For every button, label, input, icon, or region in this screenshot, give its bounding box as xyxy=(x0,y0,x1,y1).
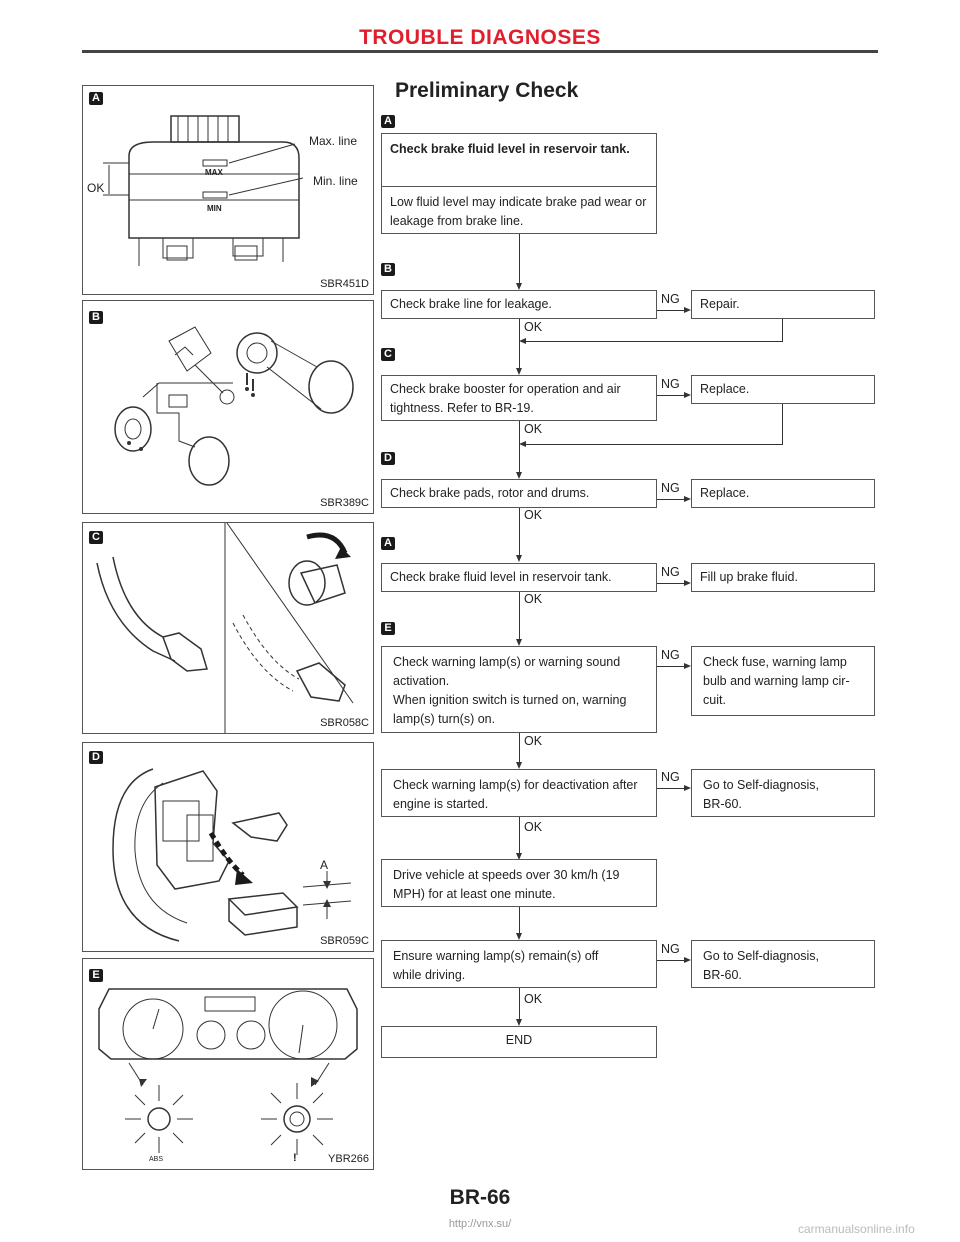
ok-label: OK xyxy=(524,820,543,834)
result-text: Replace. xyxy=(700,486,750,500)
figure-warning-lamps xyxy=(82,958,374,1170)
fig-label-min-line: Min. line xyxy=(313,174,358,188)
step-text: Check warning lamp(s) for deactivation after engine is started. xyxy=(393,778,638,811)
ok-label: OK xyxy=(524,320,543,334)
page-number: BR-66 xyxy=(449,1186,511,1209)
ng-label: NG xyxy=(661,481,680,495)
figure-tag: B xyxy=(89,311,103,324)
result-replace-booster xyxy=(691,375,875,404)
result-text: Repair. xyxy=(700,297,740,311)
figure-brake-pads xyxy=(82,742,374,952)
return-arrow xyxy=(519,441,526,447)
figure-brake-booster xyxy=(82,522,374,734)
fig-label-min: MIN xyxy=(207,204,222,213)
return-arrow xyxy=(519,338,526,344)
figure-code: SBR059C xyxy=(320,935,369,947)
ng-arrow xyxy=(684,785,691,791)
flow-arrow xyxy=(516,368,522,375)
brake-pads-illustration xyxy=(83,743,373,951)
figure-tag: A xyxy=(89,92,103,105)
flow-tag-e: E xyxy=(381,622,395,635)
result-text: Replace. xyxy=(700,382,750,396)
flow-connector xyxy=(519,234,520,284)
result-check-fuse xyxy=(691,646,875,716)
figure-reservoir xyxy=(82,85,374,295)
ng-arrow xyxy=(684,496,691,502)
step-check-deactivation xyxy=(381,769,657,817)
step-text: Check brake fluid level in reservoir tank. xyxy=(390,570,612,584)
fig-label-a: A xyxy=(320,858,329,872)
figure-tag: D xyxy=(89,751,103,764)
end-text: END xyxy=(505,1033,533,1047)
step-check-pads-rotor xyxy=(381,479,657,508)
flow-arrow xyxy=(516,472,522,479)
reservoir-illustration xyxy=(83,86,373,294)
figure-code: SBR451D xyxy=(320,278,369,290)
result-text: Go to Self-diagnosis, BR-60. xyxy=(703,778,820,811)
step-body: Low fluid level may indicate brake pad wear or leakage from brake line. xyxy=(390,195,647,228)
step-check-fluid-level xyxy=(381,133,657,234)
ok-label: OK xyxy=(524,422,543,436)
figure-brake-line xyxy=(82,300,374,514)
result-fill-fluid xyxy=(691,563,875,592)
flow-connector xyxy=(519,907,520,934)
figure-tag: E xyxy=(89,969,103,982)
fig-label-max: MAX xyxy=(205,168,223,177)
result-self-diagnosis-2 xyxy=(691,940,875,988)
flow-arrow xyxy=(516,762,522,769)
flow-arrow xyxy=(516,555,522,562)
flow-connector xyxy=(519,733,520,763)
result-repair xyxy=(691,290,875,319)
flow-arrow xyxy=(516,283,522,290)
result-text: Go to Self-diagnosis, BR-60. xyxy=(703,949,820,982)
brake-lamp-label: ! xyxy=(293,1152,297,1164)
step-check-brake-booster xyxy=(381,375,657,421)
step-check-warning-activation xyxy=(381,646,657,733)
step-text: Drive vehicle at speeds over 30 km/h (19 MPH) for at least one minute. xyxy=(393,868,620,901)
step-text: Check brake line for leakage. xyxy=(390,297,552,311)
ok-label: OK xyxy=(524,592,543,606)
header-title: TROUBLE DIAGNOSES xyxy=(359,26,601,49)
ng-label: NG xyxy=(661,292,680,306)
flow-arrow xyxy=(516,933,522,940)
ng-arrow xyxy=(684,580,691,586)
figure-tag: C xyxy=(89,531,103,544)
ng-label: NG xyxy=(661,377,680,391)
ok-label: OK xyxy=(524,508,543,522)
flow-tag-d: D xyxy=(381,452,395,465)
ok-label: OK xyxy=(524,734,543,748)
step-text: Check brake booster for operation and air tightness. Refer to BR-19. xyxy=(390,382,621,415)
flow-arrow xyxy=(516,639,522,646)
header-rule xyxy=(82,50,878,53)
source-url[interactable]: http://vnx.su/ xyxy=(448,1218,512,1230)
ok-label: OK xyxy=(524,992,543,1006)
figure-code: SBR058C xyxy=(320,717,369,729)
ng-connector xyxy=(657,666,685,667)
flow-connector xyxy=(519,988,520,1020)
result-replace-pads xyxy=(691,479,875,508)
step-check-brake-line xyxy=(381,290,657,319)
step-text: Check warning lamp(s) or warning sound activation. When ignition switch is turned on, warning lamp(s) turn(s) on. xyxy=(393,655,627,726)
ng-label: NG xyxy=(661,942,680,956)
warning-lamps-illustration xyxy=(83,959,373,1169)
fig-label-ok: OK xyxy=(87,181,105,195)
ng-connector xyxy=(657,788,685,789)
step-check-fluid-again xyxy=(381,563,657,592)
ng-connector xyxy=(657,395,685,396)
result-self-diagnosis xyxy=(691,769,875,817)
ng-arrow xyxy=(684,957,691,963)
flow-arrow xyxy=(516,1019,522,1026)
ng-arrow xyxy=(684,307,691,313)
ng-arrow xyxy=(684,663,691,669)
return-connector xyxy=(526,341,783,342)
flow-connector xyxy=(519,817,520,854)
figure-code: SBR389C xyxy=(320,497,369,509)
return-connector xyxy=(782,404,783,444)
return-connector xyxy=(526,444,783,445)
ng-connector xyxy=(657,583,685,584)
flow-connector xyxy=(519,421,520,473)
ng-label: NG xyxy=(661,648,680,662)
ng-label: NG xyxy=(661,770,680,784)
step-text: Ensure warning lamp(s) remain(s) off while driving. xyxy=(393,949,599,982)
flow-connector xyxy=(519,592,520,640)
ng-connector xyxy=(657,960,685,961)
watermark: carmanualsonline.info xyxy=(798,1222,915,1236)
step-ensure-lamps-off xyxy=(381,940,657,988)
brake-line-illustration xyxy=(83,301,373,513)
brake-booster-illustration xyxy=(83,523,373,733)
flow-tag-a2: A xyxy=(381,537,395,550)
result-text: Check fuse, warning lamp bulb and warning lamp cir-cuit. xyxy=(703,655,850,707)
ng-label: NG xyxy=(661,565,680,579)
flow-connector xyxy=(519,508,520,556)
fig-label-max-line: Max. line xyxy=(309,134,358,148)
flow-connector xyxy=(519,319,520,369)
flow-tag-a: A xyxy=(381,115,395,128)
step-end xyxy=(381,1026,657,1058)
step-text: Check brake pads, rotor and drums. xyxy=(390,486,590,500)
figure-code: YBR266 xyxy=(328,1153,369,1165)
flow-tag-c: C xyxy=(381,348,395,361)
ng-arrow xyxy=(684,392,691,398)
page-title: Preliminary Check xyxy=(395,79,579,102)
return-connector xyxy=(782,319,783,341)
ng-connector xyxy=(657,499,685,500)
ng-connector xyxy=(657,310,685,311)
step-heading: Check brake fluid level in reservoir tank. xyxy=(390,142,630,156)
flow-tag-b: B xyxy=(381,263,395,276)
result-text: Fill up brake fluid. xyxy=(700,570,798,584)
abs-lamp-label: ABS xyxy=(149,1156,164,1163)
step-drive-vehicle xyxy=(381,859,657,907)
